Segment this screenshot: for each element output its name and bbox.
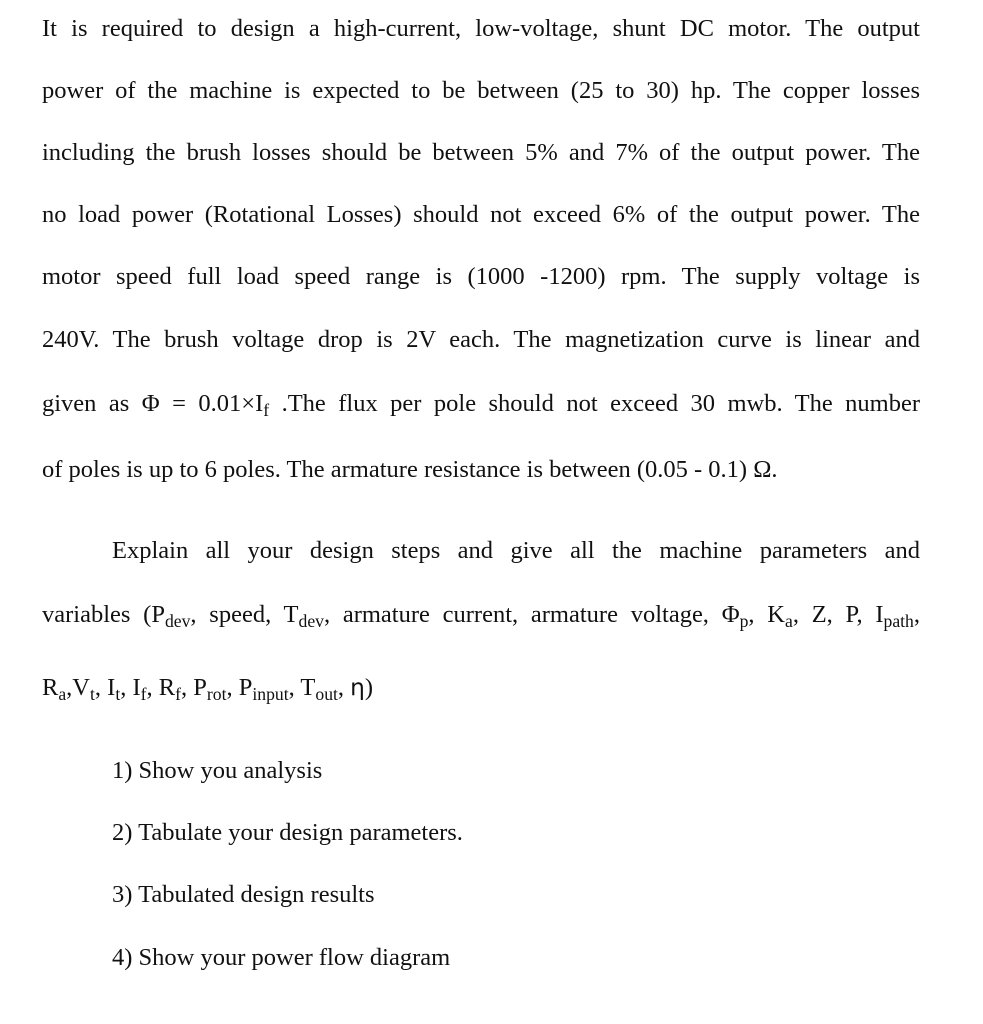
- subscript: a: [58, 683, 67, 704]
- problem-line-7: [42, 389, 920, 419]
- problem-line-8: of poles is up to 6 poles. The armature resistance is between (0.05 - 0.1) Ω.: [42, 456, 778, 483]
- subscript: t: [115, 683, 121, 704]
- text: ,: [913, 601, 920, 628]
- problem-line-3: including the brush losses should be between 5% and 7% of the output power. The: [42, 139, 920, 166]
- text: , I: [120, 674, 141, 701]
- text: , I: [94, 674, 116, 701]
- flux-equation: given as Φ = 0.01×I: [42, 390, 264, 417]
- subscript: out: [315, 683, 338, 704]
- task-item-2: 2) Tabulate your design parameters.: [112, 819, 463, 846]
- text: ,V: [66, 674, 90, 701]
- subscript: dev: [164, 610, 191, 631]
- subscript: path: [883, 610, 914, 631]
- text: , P: [226, 674, 253, 701]
- subscript: input: [252, 683, 289, 704]
- subscript: f: [140, 683, 147, 704]
- instruction-line-1: Explain all your design steps and give all the machine parameters and: [112, 537, 920, 564]
- subscript: f: [175, 683, 181, 704]
- text: , armature current, armature voltage, Φ: [323, 601, 740, 628]
- problem-line-2: power of the machine is expected to be between (25 to 30) hp. The copper losses: [42, 77, 920, 104]
- text: R: [42, 674, 59, 701]
- text: variables (P: [42, 601, 165, 628]
- problem-line-4: no load power (Rotational Losses) should not exceed 6% of the output power. The: [42, 201, 920, 228]
- subscript: dev: [298, 610, 324, 631]
- instruction-line-3: [42, 673, 920, 703]
- problem-line-7-rest: .The flux per pole should not exceed 30 mwb. The number: [269, 390, 920, 417]
- subscript: f: [263, 399, 270, 420]
- text: , speed, T: [190, 601, 299, 628]
- text: , P: [181, 674, 207, 701]
- task-item-1: 1) Show you analysis: [112, 757, 323, 784]
- subscript: p: [739, 610, 749, 631]
- text: ): [364, 674, 374, 701]
- text: , T: [288, 674, 316, 701]
- subscript: a: [785, 610, 793, 631]
- problem-line-1: It is required to design a high-current, low-voltage, shunt DC motor. The output: [42, 15, 920, 42]
- eta-symbol: η: [350, 674, 365, 701]
- text: ,: [337, 674, 351, 701]
- text: , Z, P, I: [792, 601, 884, 628]
- task-item-3: 3) Tabulated design results: [112, 881, 375, 908]
- text: , R: [146, 674, 176, 701]
- problem-line-5: motor speed full load speed range is (1000 -1200) rpm. The supply voltage is: [42, 263, 920, 290]
- task-item-4: 4) Show your power flow diagram: [112, 944, 451, 971]
- instruction-line-2: [42, 600, 920, 630]
- problem-line-6: 240V. The brush voltage drop is 2V each. The magnetization curve is linear and: [42, 326, 920, 353]
- subscript: rot: [206, 683, 227, 704]
- text: , K: [748, 601, 785, 628]
- subscript: t: [90, 683, 95, 704]
